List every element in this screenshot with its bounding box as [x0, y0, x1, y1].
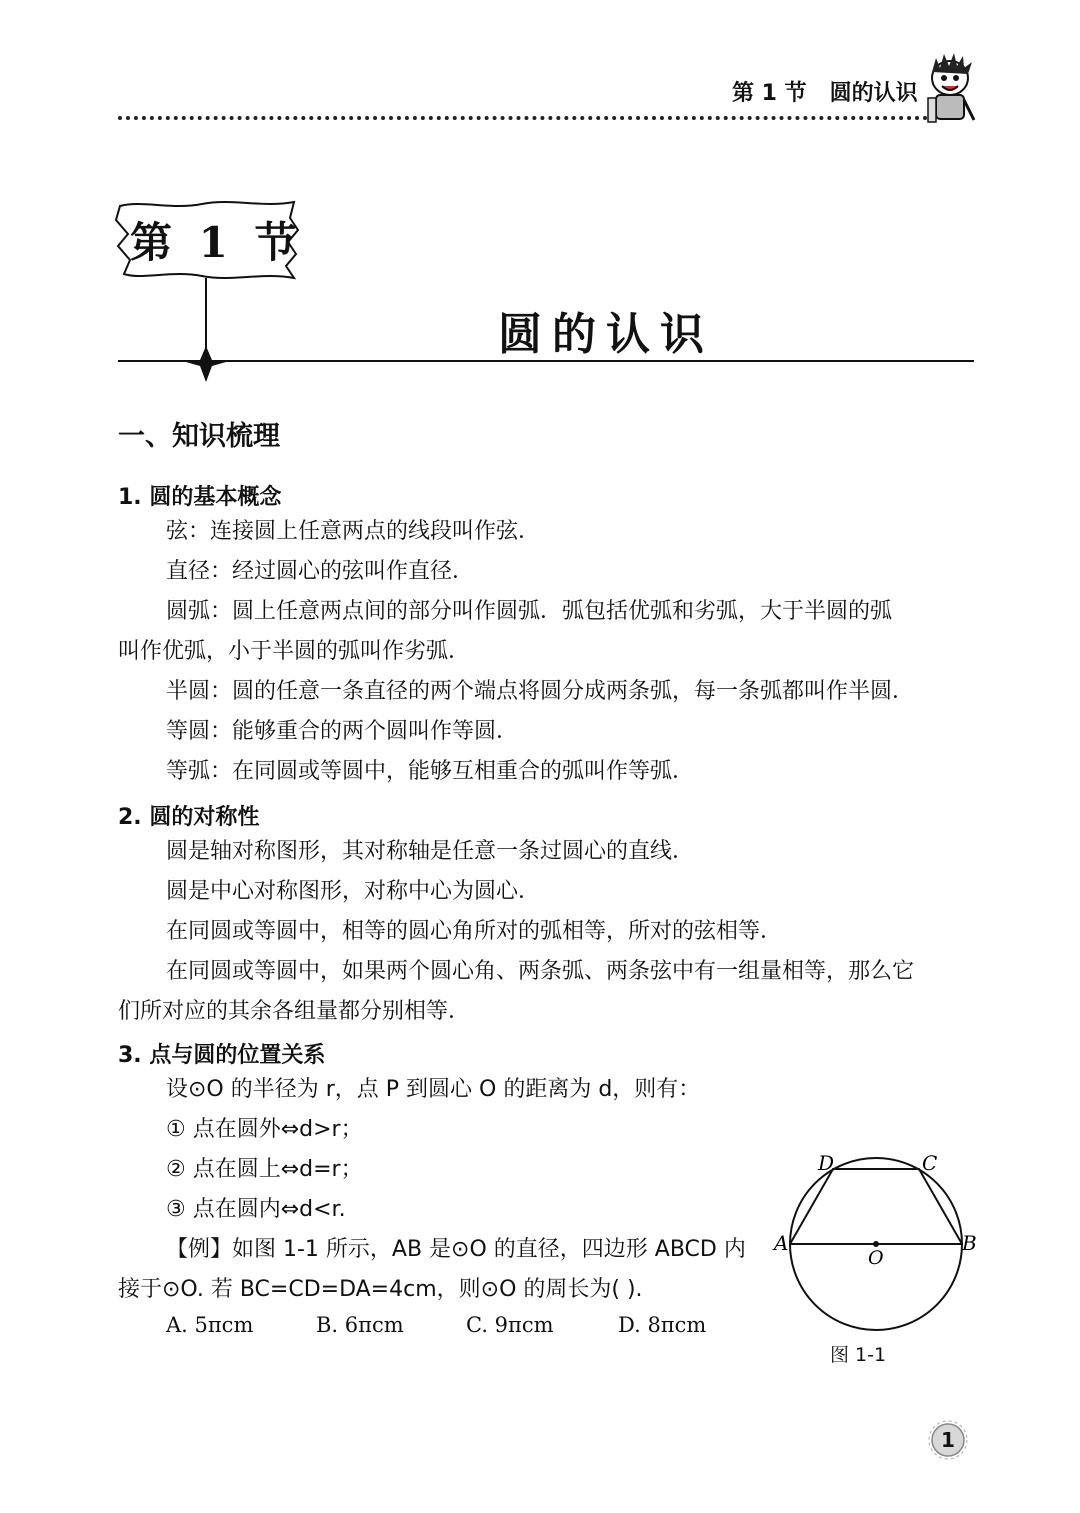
label-a: A: [774, 1231, 789, 1255]
section-3-line: ② 点在圆上⇔d=r；: [166, 1157, 363, 1182]
label-b: B: [962, 1231, 977, 1255]
chapter-title: 圆的认识: [498, 309, 714, 360]
page-number: 1: [941, 1428, 955, 1452]
section-1-title: 1. 圆的基本概念: [118, 485, 282, 510]
example-line: 【例】如图 1-1 所示，AB 是⊙O 的直径，四边形 ABCD 内: [166, 1237, 746, 1262]
section-1-line: 等圆：能够重合的两个圆叫作等圆．: [166, 719, 519, 744]
section-sign-label: 第 1 节: [130, 218, 303, 267]
section-3-line: 设⊙O 的半径为 r，点 P 到圆心 O 的距离为 d，则有：: [166, 1077, 701, 1102]
section-3-title: 3. 点与圆的位置关系: [118, 1043, 326, 1068]
section-2-line: 圆是轴对称图形，其对称轴是任意一条过圆心的直线．: [166, 839, 695, 864]
section-1-line: 直径：经过圆心的弦叫作直径．: [166, 559, 475, 584]
label-o: O: [868, 1247, 884, 1269]
header-dotted-rule: [118, 116, 928, 120]
example-line: 接于⊙O. 若 BC=CD=DA=4cm，则⊙O 的周长为( ).: [118, 1277, 643, 1302]
section-1-line: 半圆：圆的任意一条直径的两个端点将圆分成两条弧，每一条弧都叫作半圆．: [166, 679, 915, 704]
page-number-badge: [928, 1420, 968, 1460]
option-b: B. 6πcm: [316, 1313, 404, 1337]
section-3-line: ① 点在圆外⇔d>r；: [166, 1117, 363, 1142]
figure-circle-diagram: [770, 1150, 980, 1340]
section-2-line: 们所对应的其余各组量都分别相等．: [118, 999, 471, 1024]
section-2-line: 在同圆或等圆中，如果两个圆心角、两条弧、两条弦中有一组量相等，那么它: [166, 959, 915, 984]
quadrilateral-abcd: [790, 1169, 962, 1244]
section-2-line: 在同圆或等圆中，相等的圆心角所对的弧相等，所对的弦相等．: [166, 919, 783, 944]
title-rule: [118, 360, 974, 362]
running-header-title: 第 1 节 圆的认识: [732, 81, 918, 106]
option-d: D. 8πcm: [618, 1313, 707, 1337]
option-a: A. 5πcm: [166, 1313, 254, 1337]
mascot-boy-icon: [922, 52, 980, 124]
section-1-line: 圆弧：圆上任意两点间的部分叫作圆弧．弧包括优弧和劣弧，大于半圆的弧: [166, 599, 893, 624]
option-c: C. 9πcm: [466, 1313, 554, 1337]
section-3-line: ③ 点在圆内⇔d<r.: [166, 1197, 346, 1222]
label-d: D: [818, 1151, 835, 1175]
knowledge-heading: 一、知识梳理: [118, 421, 280, 452]
section-2-line: 圆是中心对称图形，对称中心为圆心．: [166, 879, 541, 904]
section-1-line: 等弧：在同圆或等圆中，能够互相重合的弧叫作等弧．: [166, 759, 695, 784]
section-1-line: 叫作优弧，小于半圆的弧叫作劣弧．: [118, 639, 471, 664]
label-c: C: [922, 1151, 938, 1175]
section-2-title: 2. 圆的对称性: [118, 805, 260, 830]
figure-caption: 图 1-1: [830, 1344, 887, 1366]
section-1-line: 弦：连接圆上任意两点的线段叫作弦．: [166, 519, 541, 544]
